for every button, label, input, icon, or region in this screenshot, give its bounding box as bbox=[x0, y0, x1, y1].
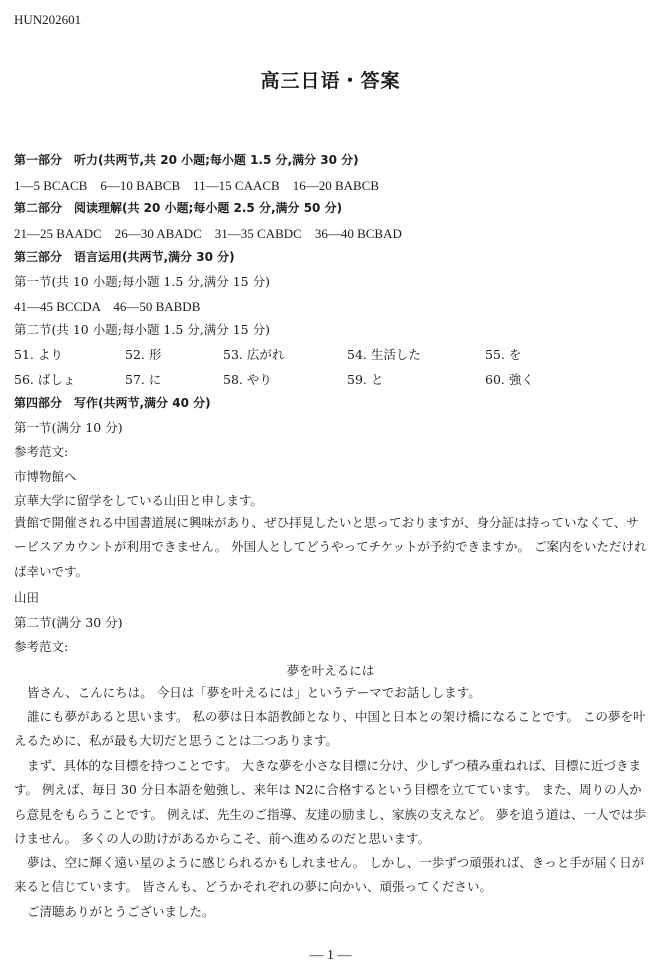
essay-paragraph-3: まず、具体的な目標を持つことです。 大きな夢を小さな目標に分け、少しずつ積み重ねれば、目標に近づきます。 例えば、毎日 30 分日本語を勉強し、来年は N2に合格するという目標を立てています。 また、周りの人から意見をもらうことです。 例えば、先生のご指導、友達の励まし、家族の支えなど。 夢を追う道は、一人では歩けません。 多くの人の助けがあるからこそ、前へ進めるのだと思います。 bbox=[14, 758, 646, 846]
fill-in-answer: 56. ばしょ bbox=[14, 372, 76, 387]
page-number: — 1 — bbox=[309, 948, 352, 963]
part3-section1-heading: 第一节(共 10 小题;每小题 1.5 分,满分 15 分) bbox=[14, 274, 270, 289]
letter-intro: 京華大学に留学をしている山田と申します。 bbox=[14, 493, 264, 508]
part3-section2-heading: 第二节(共 10 小题;每小题 1.5 分,满分 15 分) bbox=[14, 322, 270, 337]
letter-body: 貴館で開催される中国書道展に興味があり、ぜひ拝見したいと思っておりますが、身分証は持っていなくて、サービスアカウントが利用できません。 外国人としてどうやってチケットが予約できますか。 ご案内をいただければ幸いです。 bbox=[14, 515, 647, 579]
sample-label: 参考范文: bbox=[14, 639, 69, 654]
part4-heading: 第四部分 写作(共两节,满分 40 分) bbox=[14, 396, 211, 410]
essay-paragraph-2: 誰にも夢があると思います。 私の夢は日本語教師となり、中国と日本との架け橋になることです。 この夢を叶えるために、私が最も大切だと思うことは二つあります。 bbox=[14, 709, 646, 749]
part1-answers: 1—5 BCACB 6—10 BABCB 11—15 CAACB 16—20 BABCB bbox=[14, 178, 380, 193]
fill-in-answer: 57. に bbox=[125, 372, 162, 387]
essay-paragraph-1: 皆さん、こんにちは。 今日は「夢を叶えるには」というテーマでお話しします。 bbox=[27, 685, 481, 700]
fill-in-answer: 52. 形 bbox=[125, 347, 162, 362]
essay-title: 夢を叶えるには bbox=[286, 663, 375, 678]
fill-in-answer: 55. を bbox=[485, 347, 522, 362]
fill-in-answer: 59. と bbox=[347, 372, 384, 387]
fill-in-answer: 51. より bbox=[14, 347, 63, 362]
fill-in-answer: 53. 広がれ bbox=[223, 347, 285, 362]
part4-section1-heading: 第一节(满分 10 分) bbox=[14, 420, 123, 435]
part1-heading: 第一部分 听力(共两节,共 20 小题;每小题 1.5 分,满分 30 分) bbox=[14, 153, 359, 167]
fill-in-answer: 58. やり bbox=[223, 372, 272, 387]
part2-answers: 21—25 BAADC 26—30 ABADC 31—35 CABDC 36—40 BCBAD bbox=[14, 226, 402, 241]
essay-paragraph-4: 夢は、空に輝く遠い星のように感じられるかもしれません。 しかし、一歩ずつ頑張れば、きっと手が届く日が来ると信じています。 皆さんも、どうかそれぞれの夢に向かい、頑張ってください。 bbox=[14, 855, 645, 895]
essay-paragraph-5: ご清聴ありがとうございました。 bbox=[27, 904, 215, 919]
letter-recipient: 市博物館へ bbox=[14, 469, 77, 484]
part4-section2-heading: 第二节(满分 30 分) bbox=[14, 615, 123, 630]
part3-heading: 第三部分 语言运用(共两节,满分 30 分) bbox=[14, 250, 235, 264]
fill-in-answer: 54. 生活した bbox=[347, 347, 421, 362]
part2-heading: 第二部分 阅读理解(共 20 小题;每小题 2.5 分,满分 50 分) bbox=[14, 201, 343, 215]
page-title: 高三日语・答案 bbox=[260, 70, 401, 92]
sample-label: 参考范文: bbox=[14, 444, 69, 459]
document-code: HUN202601 bbox=[14, 12, 82, 27]
part3-section1-answers: 41—45 BCCDA 46—50 BABDB bbox=[14, 299, 201, 314]
fill-in-answer: 60. 強く bbox=[485, 372, 534, 387]
letter-signature: 山田 bbox=[14, 590, 40, 605]
